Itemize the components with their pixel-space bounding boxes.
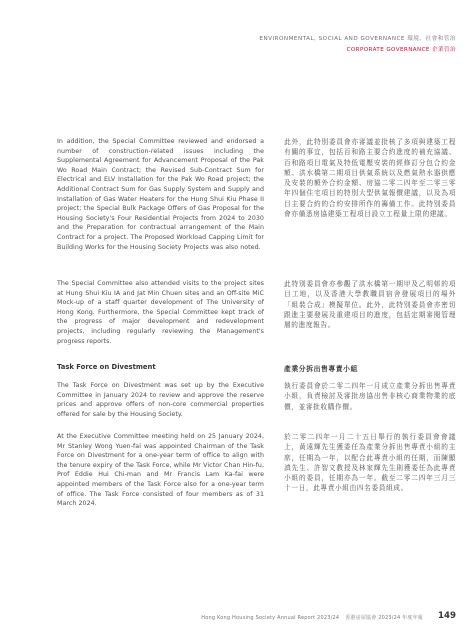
paragraph-construction-zh: 此外，此特別委員會亦審議並批核了多項與建築工程有關的事宜，包括百和路主要合約進度的補充協議、百和路項目電氣及特低電壓安裝的經修訂分包合約金額、洪水橋第二期項目供氣系統以及燃氣熱水器供應及安裝的額外合約金額、房協二零二四年至二零三零年四個住宅項目的特別大型供氣報價建議，以及為項目主要合約的合約安排所作的籌備工作。此特別委員會亦備悉房協建築工程項目設立工程量上限的建議。: [284, 138, 456, 219]
paragraph-construction-en: In addition, the Special Committee reviewed and endorsed a number of construction-related issues including the Supplemental Agreement for Advancement Proposal of the Pak Wo Road Main Contract; the Revised Sub-Contract Sum for Electrical and ELV Installation for the Pak Wo Road project; the Additional Contract Sum for Gas Supply System and Supply and Installation of Gas Water Heaters for the Hung Shui Kiu Phase II project; the Special Bulk Package Offers of Gas Proposal for the Housing Society's Four Residential Projects from 2024 to 2030 and the Preparation for contractual arrangement of the Main Contract for a project. The Proposed Workload Capping Limit for Building Works for the Housing Society Projects was also noted.: [57, 138, 264, 251]
paragraph-task-force-en: The Task Force on Divestment was set up by the Executive Committee in January 2024 to review and approve the reserve prices and approve offers of non-core commercial properties offered for sale by the Housing Society.: [57, 382, 264, 418]
footer-report-en: Hong Kong Housing Society Annual Report 2023/24: [201, 615, 340, 621]
paragraph-site-visits-en: The Special Committee also attended visits to the project sites at Hung Shui Kiu IA and Jat Min Chuen sites and an Off-site MiC Mock-up of a staff quarter development of The University of Hong Kong. Furthermore, the Special Committee kept track of the progress of major development and redevelopment projects, including regularly reviewing the Management's progress reports.: [57, 280, 264, 345]
paragraph-appointment-en: At the Executive Committee meeting held on 25 January 2024, Mr Stanley Wong Yuen-fai was appointed Chairman of the Task Force on Divestment for a one-year term of office to align with the tenure expiry of the Task Force, while Mr Victor Chan Hin-fu, Prof Eddie Hui Chi-man and Mr Francis Lam Ka-fai were appointed members of the Task Force also for a one-year term of office. The Task Force consisted of four members as of 31 March 2024.: [57, 433, 264, 508]
section-title-en: Task Force on Divestment: [57, 363, 156, 371]
paragraph-site-visits-zh: 此特別委員會亦參觀了洪水橋第一期甲及乙明邨的項目工地，以及香港大學教職員宿舍發展項目的場外「組裝合成」模擬單位。此外，此特別委員會亦密切跟進主要發展及重建項目的進度，包括定期審閱管理層的進度報告。: [284, 280, 456, 330]
header-subsection-line: CORPORATE GOVERNANCE 企業管治: [346, 47, 456, 53]
section-title-zh: 產業分拆出售專責小組: [284, 365, 358, 373]
page-number: 149: [438, 611, 456, 621]
paragraph-appointment-zh: 於二零二四年一月二十五日舉行的執行委員會會議上，黃遠輝先生獲委任為產業分拆出售專責小組的主席，任期為一年，以配合此專責小組的任期，而陳顯滇先生、許智文教授及林家輝先生則獲委任為此專責小組的委員，任期亦為一年。截至二零二四年三月三十一日，此專責小組由四名委員組成。: [284, 433, 456, 493]
footer-report-zh: 香港房屋協會 2023/24 年度年報: [345, 615, 423, 621]
paragraph-task-force-zh: 執行委員會於二零二四年一月成立產業分拆出售專責小組，負責檢討及審批房協出售非核心商業物業的底價，並審批收購作價。: [284, 382, 456, 411]
header-section-line: ENVIRONMENTAL, SOCIAL AND GOVERNANCE 環境、社會和管治: [259, 36, 456, 42]
footer-report-title: [201, 614, 423, 621]
